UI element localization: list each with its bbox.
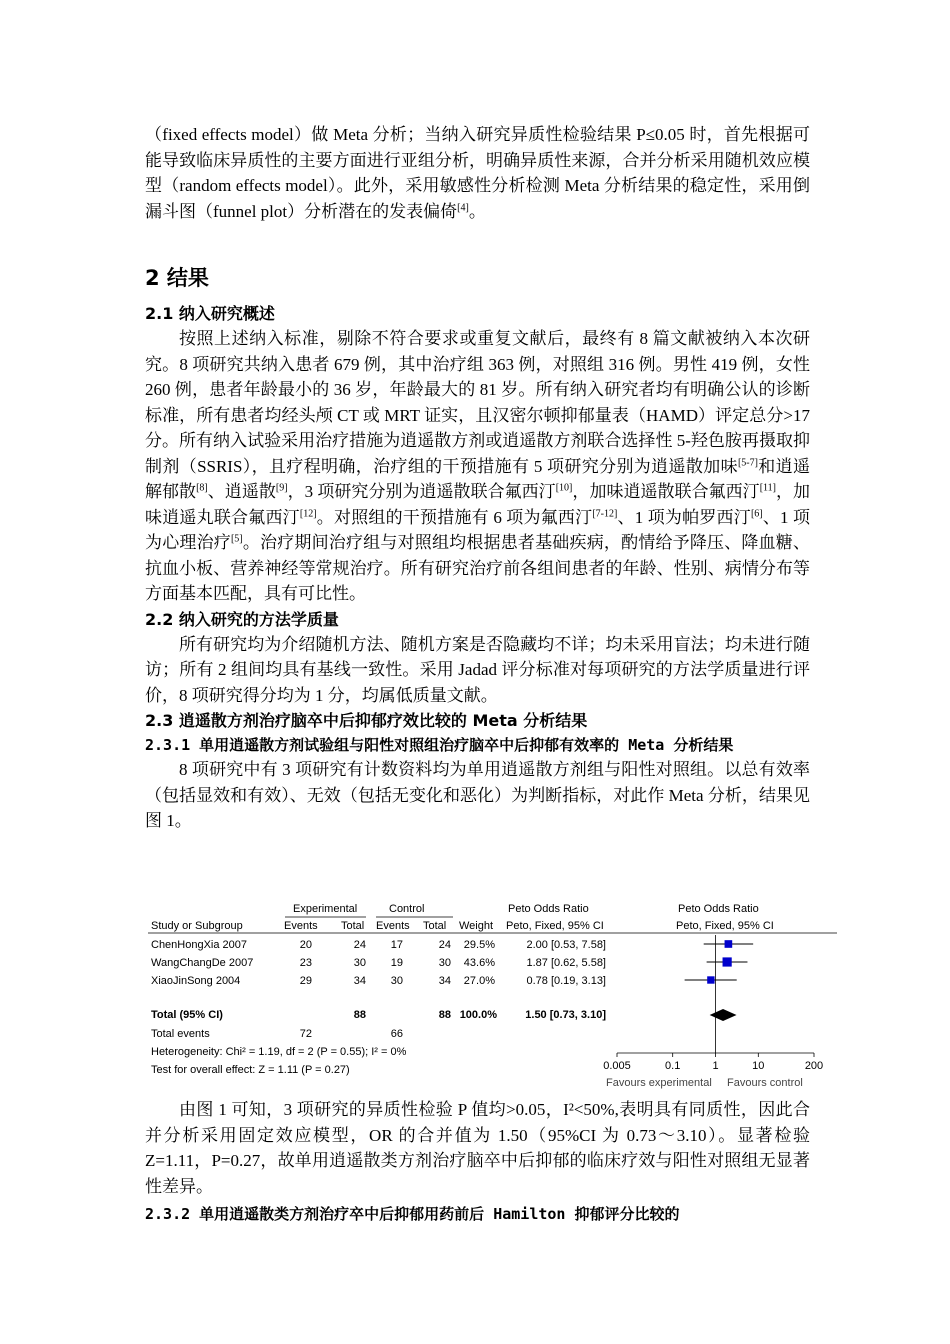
pooled-diamond	[710, 1009, 737, 1021]
axis-tick-label-4: 200	[804, 1060, 824, 1072]
section-2-1-paragraph: 按照上述纳入标准，剔除不符合要求或重复文献后，最终有 8 篇文献被纳入本次研究。8 项研究共纳入患者 679 例，其中治疗组 363 例，对照组 316 例。男性 419 例，女性 260 例，患者年龄最小的 36 岁，年龄最大的 81 岁。所有纳入研究者均有明确公认的诊断标准，所有患者均经头颅 CT 或 MRT 证实，且汉密尔顿抑郁量表（HAMD）评定总分>17 分。所有纳入试验采用治疗措施为逍遥散方剂或逍遥散方剂联合选择性 5-羟色胺再摄取抑制剂（SSRIS），且疗程明确，治疗组的干预措施有 5 项研究分别为逍遥散加味[5-7]和逍遥解郁散[8]、逍遥散[9]，3 项研究分别为逍遥散联合氟西汀[10]，加味逍遥散联合氟西汀[11]，加味逍遥丸联合氟西汀[12]。对照组的干预措施有 6 项为氟西汀[7-12]、1 项为帕罗西汀[6]、1 项为心理治疗[5]。治疗期间治疗组与对照组均根据患者基础疾病，酌情给予降压、降血糖、抗血小板、营养神经等常规治疗。所有研究治疗前各组间患者的年龄、性别、病情分布等方面基本匹配，具有可比性。	[145, 329, 811, 603]
effect-marker-0	[725, 940, 733, 948]
exp-total: 24	[353, 939, 366, 951]
header-events-exp: Events	[284, 920, 318, 932]
forest-plot-area	[603, 935, 823, 1072]
total-events-ctl: 66	[390, 1028, 403, 1040]
favours-right-label: Favours control	[727, 1077, 803, 1089]
total-events-label: Total events	[151, 1028, 210, 1040]
study-name: WangChangDe 2007	[151, 957, 254, 969]
ctl-total: 34	[438, 975, 451, 987]
ci-text: 0.78 [0.19, 3.13]	[526, 975, 606, 987]
weight: 29.5%	[463, 939, 495, 951]
header-peto-left: Peto Odds Ratio	[508, 903, 589, 915]
section-2-3-heading: 2.3 逍遥散方剂治疗脑卒中后抑郁疗效比较的 Meta 分析结果	[145, 711, 588, 730]
figure-1-discussion: 由图 1 可知，3 项研究的异质性检验 P 值均>0.05，I²<50%,表明具有同质性，因此合并分析采用固定效应模型，OR 的合并值为 1.50（95%CI 为 0.73～3.10）。显著检验 Z=1.11，P=0.27，故单用逍遥散类方剂治疗脑卒中后抑郁的临床疗效与阳性对照组无显著性差异。	[145, 1100, 810, 1196]
exp-events: 29	[299, 975, 312, 987]
header-method-right: Peto, Fixed, 95% CI	[676, 920, 774, 932]
header-weight: Weight	[459, 920, 494, 932]
header-peto-right: Peto Odds Ratio	[678, 903, 759, 915]
exp-events: 23	[299, 957, 312, 969]
ctl-events: 19	[390, 957, 403, 969]
ci-text: 2.00 [0.53, 7.58]	[526, 939, 606, 951]
section-2-2-heading: 2.2 纳入研究的方法学质量	[145, 609, 339, 629]
favours-left-label: Favours experimental	[606, 1077, 712, 1089]
intro-paragraph: （fixed effects model）做 Meta 分析；当纳入研究异质性检验结果 P≤0.05 时，首先根据可能导致临床异质性的主要方面进行亚组分析，明确异质性来源，合并分析采用随机效应模型（random effects model）。此外，采用敏感性分析检测 Meta 分析结果的稳定性，采用倒漏斗图（funnel plot）分析潜在的发表偏倚[4]。	[145, 125, 810, 221]
total-label: Total (95% CI)	[151, 1009, 223, 1021]
total-ctl: 88	[438, 1009, 451, 1021]
ci-text: 1.87 [0.62, 5.58]	[526, 957, 606, 969]
total-weight: 100.0%	[459, 1009, 497, 1021]
forest-plot-figure	[140, 895, 840, 1090]
total-exp: 88	[353, 1009, 366, 1021]
study-name: XiaoJinSong 2004	[151, 975, 241, 987]
exp-events: 20	[299, 939, 312, 951]
section-2-2-paragraph: 所有研究均为介绍随机方法、随机方案是否隐藏均不详；均未采用盲法；均未进行随访；所有 2 组间均具有基线一致性。采用 Jadad 评分标准对每项研究的方法学质量进行评价，8 项研究得分均为 1 分，均属低质量文献。	[145, 634, 810, 705]
effect-marker-2	[707, 976, 714, 983]
header-experimental: Experimental	[293, 903, 358, 915]
ctl-events: 30	[390, 975, 403, 987]
ctl-total: 24	[438, 939, 451, 951]
ctl-total: 30	[438, 957, 451, 969]
study-row-0	[151, 939, 606, 951]
study-name: ChenHongXia 2007	[151, 939, 248, 951]
total-row	[151, 1009, 606, 1021]
section-2-3-1-heading: 2.3.1 单用逍遥散方剂试验组与阳性对照组治疗脑卒中后抑郁有效率的 Meta 分析结果	[145, 736, 734, 754]
header-events-ctl: Events	[376, 920, 410, 932]
weight: 43.6%	[463, 957, 495, 969]
section-2-3-results	[145, 1097, 810, 1226]
section-2-3-1-paragraph: 8 项研究中有 3 项研究有计数资料均为单用逍遥散方剂组与阳性对照组。以总有效率（包括显效和有效）、无效（包括无变化和恶化）为判断指标，对此作 Meta 分析，结果见图 1。	[145, 760, 810, 830]
axis-tick-label-1: 0.1	[665, 1060, 681, 1072]
section-2-1-heading: 2.1 纳入研究概述	[145, 304, 275, 323]
axis-tick-label-3: 10	[752, 1060, 765, 1072]
ctl-events: 17	[390, 939, 403, 951]
exp-total: 34	[353, 975, 366, 987]
study-row-1	[151, 957, 606, 969]
total-events-exp: 72	[299, 1028, 312, 1040]
heterogeneity-text: Heterogeneity: Chi² = 1.19, df = 2 (P = 0.55); I² = 0%	[151, 1046, 407, 1058]
total-ci-text: 1.50 [0.73, 3.10]	[525, 1009, 606, 1021]
overall-effect-text: Test for overall effect: Z = 1.11 (P = 0.27)	[151, 1064, 350, 1076]
section-2-heading: 2 结果	[145, 266, 209, 290]
header-total-ctl: Total	[423, 920, 447, 932]
header-study: Study or Subgroup	[151, 920, 243, 932]
page-content	[145, 122, 810, 224]
effect-marker-1	[723, 957, 732, 966]
axis-tick-label-0: 0.005	[603, 1060, 631, 1072]
weight: 27.0%	[463, 975, 495, 987]
header-method-left: Peto, Fixed, 95% CI	[506, 920, 604, 932]
header-total-exp: Total	[341, 920, 365, 932]
axis-tick-label-2: 1	[712, 1060, 719, 1072]
header-control: Control	[389, 903, 425, 915]
section-2-1	[145, 301, 810, 834]
section-2-3-2-heading: 2.3.2 单用逍遥散类方剂治疗卒中后抑郁用药前后 Hamilton 抑郁评分比较的	[145, 1205, 680, 1223]
exp-total: 30	[353, 957, 366, 969]
study-row-2	[151, 975, 606, 987]
